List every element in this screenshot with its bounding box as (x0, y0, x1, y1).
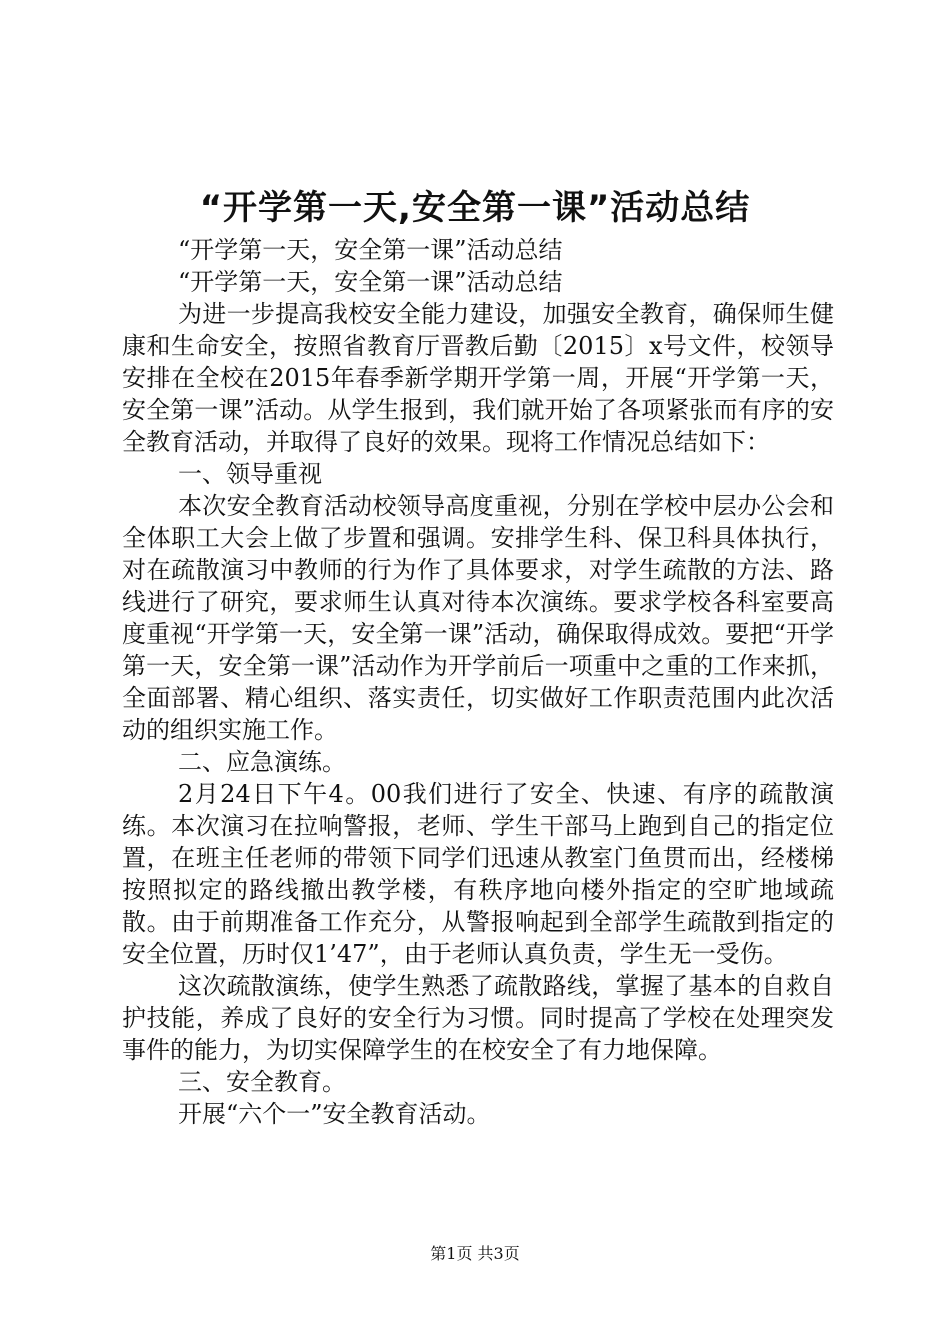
drill-result-paragraph: 这次疏散演练，使学生熟悉了疏散路线，掌握了基本的自救自护技能，养成了良好的安全行为习惯。同时提高了学校在处理突发事件的能力，为切实保障学生的在校安全了有力地保障。 (122, 972, 834, 1064)
section-heading-drill: 二、应急演练。 (178, 748, 346, 776)
page-number: 第1页 共3页 (430, 1244, 520, 1263)
leadership-paragraph: 本次安全教育活动校领导高度重视，分别在学校中层办公会和全体职工大会上做了步置和强调。安排学生科、保卫科具体执行，对在疏散演习中教师的行为作了具体要求，对学生疏散的方法、路线进行了研究，要求师生认真对待本次演练。要求学校各科室要高度重视“开学第一天，安全第一课”活动，确保取得成效。要把“开学第一天，安全第一课”活动作为开学前后一项重中之重的工作来抓，全面部署、精心组织、落实责任，切实做好工作职责范围内此次活动的组织实施工作。 (122, 492, 834, 744)
section-heading-leadership: 一、领导重视 (178, 460, 322, 488)
document-title: “开学第一天,安全第一课”活动总结 (199, 188, 751, 228)
document-body (122, 234, 834, 1130)
drill-paragraph: 2月24日下午4。00我们进行了安全、快速、有序的疏散演练。本次演习在拉响警报，老师、学生干部马上跑到自己的指定位置，在班主任老师的带领下同学们迅速从教室门鱼贯而出，经楼梯按照拟定的路线撤出教学楼，有秩序地向楼外指定的空旷地域疏散。由于前期准备工作充分，从警报响起到全部学生疏散到指定的安全位置，历时仅1’47”，由于老师认真负责，学生无一受伤。 (122, 780, 834, 968)
education-paragraph: 开展“六个一”安全教育活动。 (178, 1100, 491, 1128)
subtitle-line-2: “开学第一天，安全第一课”活动总结 (178, 268, 563, 296)
section-heading-education: 三、安全教育。 (178, 1068, 346, 1096)
subtitle-line-1: “开学第一天，安全第一课”活动总结 (178, 236, 563, 264)
intro-paragraph: 为进一步提高我校安全能力建设，加强安全教育，确保师生健康和生命安全，按照省教育厅晋教后勤〔2015〕x号文件，校领导安排在全校在2015年春季新学期开学第一周，开展“开学第一天，安全第一课”活动。从学生报到，我们就开始了各项紧张而有序的安全教育活动，并取得了良好的效果。现将工作情况总结如下： (122, 300, 834, 456)
